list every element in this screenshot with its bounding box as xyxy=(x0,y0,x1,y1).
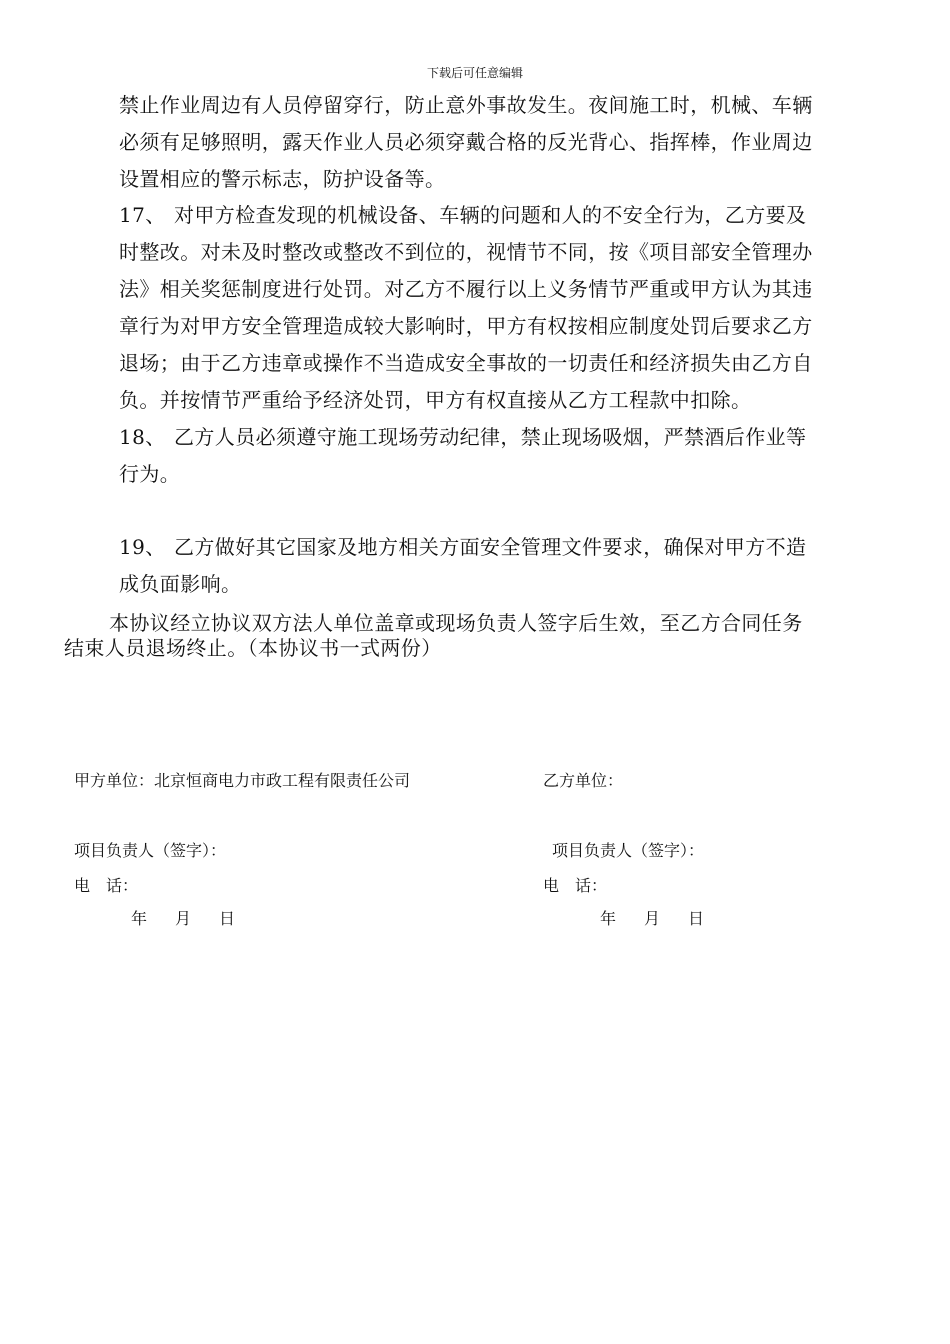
body-line: 成负面影响。 xyxy=(119,572,242,596)
date-month: 月 xyxy=(175,909,192,928)
date-month: 月 xyxy=(644,909,661,928)
item-text: 乙方做好其它国家及地方相关方面安全管理文件要求，确保对甲方不造 xyxy=(174,535,807,559)
item-19 xyxy=(119,529,806,603)
closing-line: 本协议经立协议双方法人单位盖章或现场负责人签字后生效，至乙方合同任务 xyxy=(109,611,803,635)
item-first-line xyxy=(119,419,806,456)
item-number: 17、 xyxy=(119,203,166,227)
body-line: 设置相应的警示标志，防护设备等。 xyxy=(119,167,446,191)
body-line: 必须有足够照明，露天作业人员必须穿戴合格的反光背心、指挥棒，作业周边 xyxy=(119,130,813,154)
closing-statement xyxy=(64,611,803,661)
body-line: 时整改。对未及时整改或整改不到位的，视情节不同，按《项目部安全管理办 xyxy=(119,240,813,264)
body-line: 行为。 xyxy=(119,462,181,486)
item-text: 对甲方检查发现的机械设备、车辆的问题和人的不安全行为，乙方要及 xyxy=(174,203,807,227)
item-16-continuation xyxy=(119,87,813,198)
item-first-line xyxy=(119,529,806,566)
party-a-date xyxy=(131,909,263,929)
item-first-line xyxy=(119,197,813,234)
body-line: 禁止作业周边有人员停留穿行，防止意外事故发生。夜间施工时，机械、车辆 xyxy=(119,93,813,117)
body-line: 法》相关奖惩制度进行处罚。对乙方不履行以上义务情节严重或甲方认为其违 xyxy=(119,277,813,301)
party-a-unit: 甲方单位：北京恒商电力市政工程有限责任公司 xyxy=(74,771,411,790)
page-header-note: 下载后可任意编辑 xyxy=(426,66,523,80)
item-number: 19、 xyxy=(119,535,166,559)
body-line: 负。并按情节严重给予经济处罚，甲方有权直接从乙方工程款中扣除。 xyxy=(119,388,752,412)
closing-line: 结束人员退场终止。（本协议书一式两份） xyxy=(64,636,442,660)
date-year: 年 xyxy=(131,909,148,928)
party-a-leader-signature: 项目负责人（签字）： xyxy=(74,841,227,860)
body-line: 退场；由于乙方违章或操作不当造成安全事故的一切责任和经济损失由乙方自 xyxy=(119,351,813,375)
party-b-leader-signature: 项目负责人（签字）： xyxy=(552,841,705,860)
item-18 xyxy=(119,419,806,493)
body-line: 章行为对甲方安全管理造成较大影响时，甲方有权按相应制度处罚后要求乙方 xyxy=(119,314,813,338)
party-b-phone: 电 话： xyxy=(543,876,608,895)
date-day: 日 xyxy=(219,909,236,928)
item-text: 乙方人员必须遵守施工现场劳动纪律，禁止现场吸烟，严禁酒后作业等 xyxy=(174,425,807,449)
item-number: 18、 xyxy=(119,425,166,449)
party-b-date xyxy=(600,909,732,929)
party-a-phone: 电 话： xyxy=(74,876,139,895)
date-day: 日 xyxy=(688,909,705,928)
date-year: 年 xyxy=(600,909,617,928)
party-b-unit: 乙方单位： xyxy=(543,771,624,790)
item-17 xyxy=(119,197,813,419)
